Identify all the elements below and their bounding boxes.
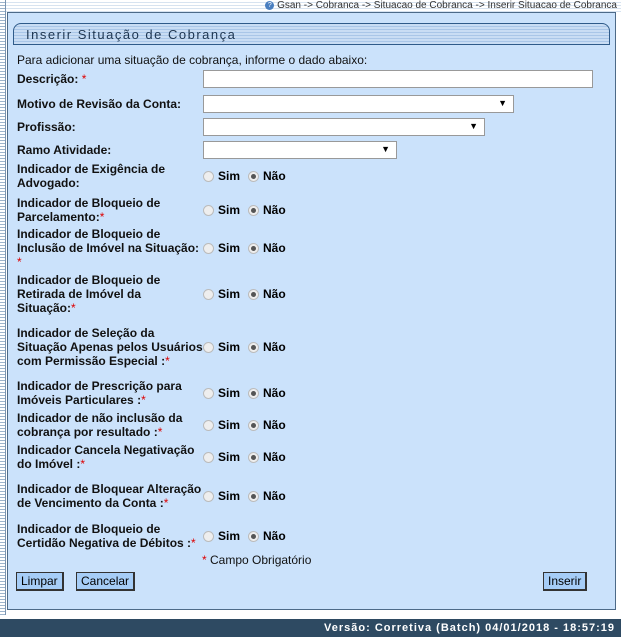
indicator-label: Indicador de Bloqueio de Inclusão de Imóvel na Situação:: [17, 227, 200, 255]
row-ramo: [17, 141, 607, 159]
radio-sim[interactable]: [203, 491, 214, 502]
radio-sim-label: Sim: [218, 169, 241, 183]
radio-nao-label: Não: [263, 203, 286, 217]
radio-sim[interactable]: [203, 420, 214, 431]
radio-nao[interactable]: [248, 420, 259, 431]
indicator-label: Indicador Cancela Negativação do Imóvel :: [17, 443, 195, 471]
radio-sim-label: Sim: [218, 489, 241, 503]
profissao-select[interactable]: [203, 118, 485, 136]
radio-nao-label: Não: [263, 386, 286, 400]
required-mark: *: [99, 210, 105, 224]
indicator-row: [17, 522, 607, 550]
indicator-radio-group: [203, 287, 294, 301]
required-mark: *: [157, 425, 163, 439]
indicator-label: Indicador de Bloqueio de Retirada de Imóvel da Situação:: [17, 273, 161, 315]
profissao-label: Profissão:: [17, 120, 76, 134]
radio-nao-label: Não: [263, 418, 286, 432]
radio-nao-label: Não: [263, 287, 286, 301]
inserir-button[interactable]: Inserir: [543, 572, 587, 591]
radio-nao[interactable]: [248, 243, 259, 254]
radio-nao-label: Não: [263, 450, 286, 464]
required-note-text: Campo Obrigatório: [210, 553, 312, 567]
indicator-label: Indicador de Bloqueio de Parcelamento:: [17, 196, 161, 224]
indicator-row: [17, 162, 607, 190]
required-mark: *: [71, 301, 76, 315]
motivo-label: Motivo de Revisão da Conta:: [17, 97, 182, 111]
ramo-label: Ramo Atividade:: [17, 143, 112, 157]
radio-nao-label: Não: [263, 489, 286, 503]
required-mark: *: [163, 496, 169, 510]
indicator-radio-group: [203, 169, 294, 183]
breadcrumb-text: Gsan -> Cobranca -> Situacao de Cobranca -> Inserir Situacao de Cobranca: [277, 0, 617, 11]
required-mark: *: [80, 457, 86, 471]
required-mark: *: [202, 553, 207, 567]
radio-sim-label: Sim: [218, 287, 241, 301]
help-icon[interactable]: ?: [265, 1, 274, 10]
intro-text: Para adicionar uma situação de cobrança, informe o dado abaixo:: [17, 53, 368, 67]
breadcrumb: [265, 0, 617, 11]
indicator-radio-group: [203, 418, 294, 432]
radio-sim-label: Sim: [218, 529, 241, 543]
indicator-label: Indicador de Seleção da Situação Apenas pelos Usuários com Permissão Especial :: [17, 326, 203, 368]
indicator-row: [17, 273, 607, 315]
indicator-label: Indicador de Bloqueio de Certidão Negativa de Débitos :: [17, 522, 192, 550]
indicator-label: Indicador de Exigência de Advogado:: [17, 162, 166, 190]
indicator-radio-group: [203, 529, 294, 543]
radio-nao[interactable]: [248, 491, 259, 502]
radio-nao-label: Não: [263, 340, 286, 354]
required-mark: *: [81, 72, 87, 86]
radio-sim[interactable]: [203, 342, 214, 353]
radio-sim-label: Sim: [218, 418, 241, 432]
left-border: [0, 0, 6, 615]
indicator-row: [17, 379, 607, 407]
radio-sim-label: Sim: [218, 340, 241, 354]
required-mark: *: [17, 255, 22, 269]
indicator-radio-group: [203, 340, 294, 354]
radio-sim-label: Sim: [218, 450, 241, 464]
form-panel: [7, 12, 616, 610]
indicator-radio-group: [203, 450, 294, 464]
radio-sim-label: Sim: [218, 241, 241, 255]
ramo-select[interactable]: [203, 141, 397, 159]
indicator-radio-group: [203, 203, 294, 217]
indicator-row: [17, 475, 607, 517]
required-mark: *: [165, 354, 170, 368]
title-bar: [13, 23, 610, 45]
row-descricao: [17, 70, 607, 88]
indicator-row: [17, 319, 607, 375]
radio-sim-label: Sim: [218, 203, 241, 217]
motivo-select[interactable]: [203, 95, 514, 113]
indicator-radio-group: [203, 386, 294, 400]
radio-sim[interactable]: [203, 388, 214, 399]
radio-sim-label: Sim: [218, 386, 241, 400]
indicator-label: Indicador de não inclusão da cobrança por resultado :: [17, 411, 183, 439]
radio-nao[interactable]: [248, 205, 259, 216]
required-mark: *: [191, 536, 196, 550]
radio-nao[interactable]: [248, 342, 259, 353]
radio-nao-label: Não: [263, 529, 286, 543]
indicator-row: [17, 411, 607, 439]
radio-nao[interactable]: [248, 452, 259, 463]
required-mark: *: [141, 393, 146, 407]
page-title: Inserir Situação de Cobrança: [26, 27, 237, 42]
indicator-row: [17, 196, 607, 224]
required-note: [202, 553, 311, 567]
descricao-input[interactable]: [203, 70, 593, 88]
descricao-label: Descrição:: [17, 72, 79, 86]
radio-sim[interactable]: [203, 243, 214, 254]
indicator-row: [17, 227, 607, 269]
radio-nao[interactable]: [248, 388, 259, 399]
radio-sim[interactable]: [203, 205, 214, 216]
row-profissao: [17, 118, 607, 136]
indicator-row: [17, 443, 607, 471]
indicator-label: Indicador de Prescrição para Imóveis Particulares :: [17, 379, 182, 407]
version-footer: Versão: Corretiva (Batch) 04/01/2018 - 18:57:19: [0, 619, 621, 637]
row-motivo: [17, 95, 607, 113]
radio-nao[interactable]: [248, 531, 259, 542]
cancelar-button[interactable]: Cancelar: [76, 572, 135, 591]
radio-nao[interactable]: [248, 171, 259, 182]
indicator-label: Indicador de Bloquear Alteração de Vencimento da Conta :: [17, 482, 202, 510]
indicator-radio-group: [203, 241, 294, 255]
radio-nao[interactable]: [248, 289, 259, 300]
radio-sim[interactable]: [203, 171, 214, 182]
radio-sim[interactable]: [203, 452, 214, 463]
radio-sim[interactable]: [203, 531, 214, 542]
radio-nao-label: Não: [263, 241, 286, 255]
indicator-radio-group: [203, 489, 294, 503]
limpar-button[interactable]: Limpar: [16, 572, 64, 591]
radio-sim[interactable]: [203, 289, 214, 300]
radio-nao-label: Não: [263, 169, 286, 183]
